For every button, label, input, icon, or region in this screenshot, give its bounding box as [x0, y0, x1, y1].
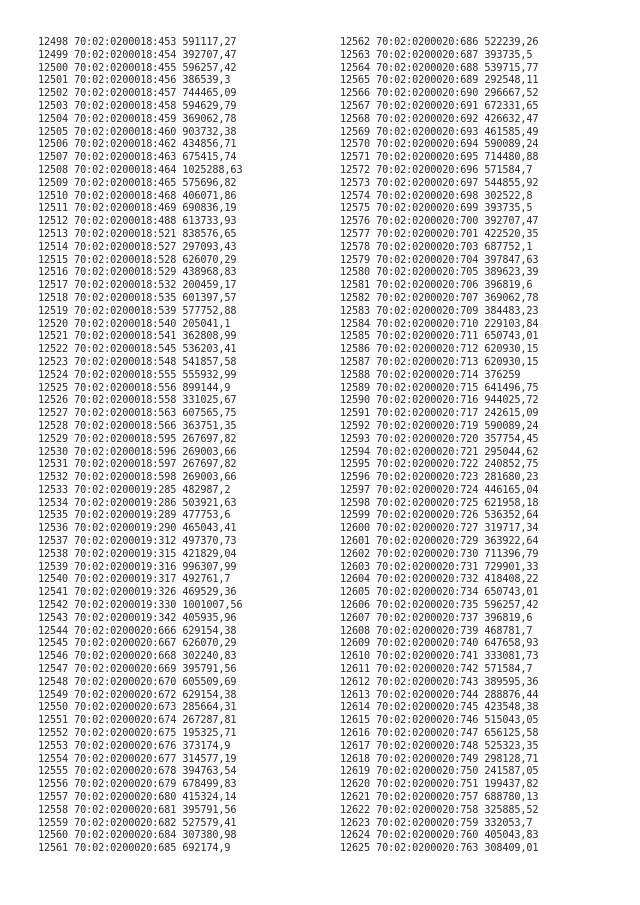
table-row: 12605 70:02:0200020:734 650743,01	[340, 587, 539, 599]
table-row: 12614 70:02:0200020:745 423548,38	[340, 702, 539, 714]
table-row: 12566 70:02:0200020:690 296667,52	[340, 88, 539, 100]
table-row: 12576 70:02:0200020:700 392707,47	[340, 216, 539, 228]
table-row: 12560 70:02:0200020:684 307380,98	[38, 830, 237, 842]
table-row: 12606 70:02:0200020:735 596257,42	[340, 600, 539, 612]
table-row: 12571 70:02:0200020:695 714480,88	[340, 152, 539, 164]
table-row: 12572 70:02:0200020:696 571584,7	[340, 164, 533, 176]
table-row: 12600 70:02:0200020:727 319717,34	[340, 523, 539, 535]
table-row: 12553 70:02:0200020:676 373174,9	[38, 740, 231, 752]
table-row: 12529 70:02:0200018:595 267697,82	[38, 433, 237, 445]
table-row: 12620 70:02:0200020:751 199437,82	[340, 779, 539, 791]
table-row: 12544 70:02:0200020:666 629154,38	[38, 625, 237, 637]
table-row: 12621 70:02:0200020:757 688780,13	[340, 792, 539, 804]
table-row: 12556 70:02:0200020:679 678499,83	[38, 779, 237, 791]
table-row: 12623 70:02:0200020:759 332053,7	[340, 817, 533, 829]
table-row: 12508 70:02:0200018:464 1025288,63	[38, 164, 243, 176]
table-row: 12543 70:02:0200019:342 405935,96	[38, 612, 237, 624]
table-row: 12598 70:02:0200020:725 621958,18	[340, 497, 539, 509]
table-row: 12500 70:02:0200018:455 596257,42	[38, 62, 237, 74]
table-row: 12596 70:02:0200020:723 281680,23	[340, 472, 539, 484]
table-row: 12573 70:02:0200020:697 544855,92	[340, 177, 539, 189]
table-row: 12554 70:02:0200020:677 314577,19	[38, 753, 237, 765]
table-row: 12579 70:02:0200020:704 397847,63	[340, 254, 539, 266]
table-row: 12561 70:02:0200020:685 692174,9	[38, 843, 231, 855]
table-row: 12528 70:02:0200018:566 363751,35	[38, 420, 237, 432]
table-row: 12611 70:02:0200020:742 571584,7	[340, 664, 533, 676]
table-row: 12622 70:02:0200020:758 325885,52	[340, 804, 539, 816]
table-row: 12559 70:02:0200020:682 527579,41	[38, 817, 237, 829]
table-row: 12563 70:02:0200020:687 393735,5	[340, 49, 533, 61]
table-row: 12545 70:02:0200020:667 626070,29	[38, 638, 237, 650]
table-row: 12555 70:02:0200020:678 394763,54	[38, 766, 237, 778]
table-row: 12562 70:02:0200020:686 522239,26	[340, 37, 539, 48]
table-row: 12588 70:02:0200020:714 376259	[340, 369, 521, 381]
table-row: 12547 70:02:0200020:669 395791,56	[38, 664, 237, 676]
table-row: 12589 70:02:0200020:715 641496,75	[340, 382, 539, 394]
table-row: 12518 70:02:0200018:535 601397,57	[38, 292, 237, 304]
table-row: 12504 70:02:0200018:459 369062,78	[38, 113, 237, 125]
table-row: 12519 70:02:0200018:539 577752,88	[38, 305, 237, 317]
table-row: 12592 70:02:0200020:719 590089,24	[340, 420, 539, 432]
table-row: 12540 70:02:0200019:317 492761,7	[38, 574, 231, 586]
table-row: 12565 70:02:0200020:689 292548,11	[340, 75, 539, 87]
table-row: 12583 70:02:0200020:709 384483,23	[340, 305, 539, 317]
table-row: 12507 70:02:0200018:463 675415,74	[38, 152, 237, 164]
table-row: 12542 70:02:0200019:330 1001007,56	[38, 600, 243, 612]
table-row: 12607 70:02:0200020:737 396819,6	[340, 612, 533, 624]
table-row: 12591 70:02:0200020:717 242615,09	[340, 408, 539, 420]
table-row: 12601 70:02:0200020:729 363922,64	[340, 536, 539, 548]
table-row: 12577 70:02:0200020:701 422520,35	[340, 228, 539, 240]
table-row: 12536 70:02:0200019:290 465043,41	[38, 523, 237, 535]
table-row: 12602 70:02:0200020:730 711396,79	[340, 548, 539, 560]
table-row: 12597 70:02:0200020:724 446165,04	[340, 484, 539, 496]
table-row: 12548 70:02:0200020:670 605509,69	[38, 676, 237, 688]
table-row: 12538 70:02:0200019:315 421829,04	[38, 548, 237, 560]
table-row: 12516 70:02:0200018:529 438968,83	[38, 267, 237, 279]
table-row: 12575 70:02:0200020:699 393735,5	[340, 203, 533, 215]
table-row: 12625 70:02:0200020:763 308409,01	[340, 843, 539, 855]
table-row: 12557 70:02:0200020:680 415324,14	[38, 792, 237, 804]
table-row: 12551 70:02:0200020:674 267287,81	[38, 715, 237, 727]
table-row: 12612 70:02:0200020:743 389595,36	[340, 676, 539, 688]
table-row: 12624 70:02:0200020:760 405043,83	[340, 830, 539, 842]
table-row: 12617 70:02:0200020:748 525323,35	[340, 740, 539, 752]
table-row: 12618 70:02:0200020:749 298128,71	[340, 753, 539, 765]
table-row: 12510 70:02:0200018:468 406071,86	[38, 190, 237, 202]
table-row: 12619 70:02:0200020:750 241587,05	[340, 766, 539, 778]
table-row: 12608 70:02:0200020:739 468781,7	[340, 625, 533, 637]
table-row: 12578 70:02:0200020:703 687752,1	[340, 241, 533, 253]
table-row: 12539 70:02:0200019:316 996307,99	[38, 561, 237, 573]
table-row: 12512 70:02:0200018:488 613733,93	[38, 216, 237, 228]
table-row: 12537 70:02:0200019:312 497370,73	[38, 536, 237, 548]
table-row: 12509 70:02:0200018:465 575696,82	[38, 177, 237, 189]
table-row: 12534 70:02:0200019:286 503921,63	[38, 497, 237, 509]
table-row: 12569 70:02:0200020:693 461585,49	[340, 126, 539, 138]
table-row: 12586 70:02:0200020:712 620930,15	[340, 344, 539, 356]
table-row: 12549 70:02:0200020:672 629154,38	[38, 689, 237, 701]
table-row: 12525 70:02:0200018:556 899144,9	[38, 382, 231, 394]
table-row: 12502 70:02:0200018:457 744465,09	[38, 88, 237, 100]
table-row: 12541 70:02:0200019:326 469529,36	[38, 587, 237, 599]
table-row: 12530 70:02:0200018:596 269003,66	[38, 446, 237, 458]
table-row: 12584 70:02:0200020:710 229103,84	[340, 318, 539, 330]
table-row: 12506 70:02:0200018:462 434856,71	[38, 139, 237, 151]
table-row: 12535 70:02:0200019:289 477753,6	[38, 510, 231, 522]
table-row: 12515 70:02:0200018:528 626070,29	[38, 254, 237, 266]
table-row: 12521 70:02:0200018:541 362808,99	[38, 331, 237, 343]
table-row: 12522 70:02:0200018:545 536203,41	[38, 344, 237, 356]
table-row: 12615 70:02:0200020:746 515043,05	[340, 715, 539, 727]
table-row: 12590 70:02:0200020:716 944025,72	[340, 395, 539, 407]
table-row: 12585 70:02:0200020:711 650743,01	[340, 331, 539, 343]
table-row: 12520 70:02:0200018:540 205041,1	[38, 318, 231, 330]
table-row: 12610 70:02:0200020:741 333081,73	[340, 651, 539, 663]
table-row: 12580 70:02:0200020:705 389623,39	[340, 267, 539, 279]
table-row: 12531 70:02:0200018:597 267697,82	[38, 459, 237, 471]
table-row: 12595 70:02:0200020:722 240852,75	[340, 459, 539, 471]
table-row: 12594 70:02:0200020:721 295044,62	[340, 446, 539, 458]
table-row: 12613 70:02:0200020:744 288876,44	[340, 689, 539, 701]
table-row: 12513 70:02:0200018:521 838576,65	[38, 228, 237, 240]
table-row: 12503 70:02:0200018:458 594629,79	[38, 100, 237, 112]
table-row: 12498 70:02:0200018:453 591117,27	[38, 37, 237, 48]
table-row: 12609 70:02:0200020:740 647658,93	[340, 638, 539, 650]
table-row: 12526 70:02:0200018:558 331025,67	[38, 395, 237, 407]
right-column	[340, 37, 538, 856]
table-row: 12570 70:02:0200020:694 590089,24	[340, 139, 539, 151]
table-row: 12552 70:02:0200020:675 195325,71	[38, 728, 237, 740]
table-row: 12604 70:02:0200020:732 418408,22	[340, 574, 539, 586]
table-row: 12567 70:02:0200020:691 672331,65	[340, 100, 539, 112]
table-row: 12599 70:02:0200020:726 536352,64	[340, 510, 539, 522]
table-row: 12546 70:02:0200020:668 302240,83	[38, 651, 237, 663]
table-row: 12603 70:02:0200020:731 729901,33	[340, 561, 539, 573]
table-row: 12564 70:02:0200020:688 539715,77	[340, 62, 539, 74]
table-row: 12532 70:02:0200018:598 269003,66	[38, 472, 237, 484]
table-row: 12501 70:02:0200018:456 386539,3	[38, 75, 231, 87]
table-row: 12523 70:02:0200018:548 541857,58	[38, 356, 237, 368]
table-row: 12514 70:02:0200018:527 297093,43	[38, 241, 237, 253]
table-row: 12499 70:02:0200018:454 392707,47	[38, 49, 237, 61]
table-row: 12581 70:02:0200020:706 396819,6	[340, 280, 533, 292]
table-row: 12511 70:02:0200018:469 690836,19	[38, 203, 237, 215]
table-row: 12616 70:02:0200020:747 656125,58	[340, 728, 539, 740]
table-row: 12593 70:02:0200020:720 357754,45	[340, 433, 539, 445]
table-row: 12550 70:02:0200020:673 285664,31	[38, 702, 237, 714]
table-row: 12574 70:02:0200020:698 302522,8	[340, 190, 533, 202]
table-row: 12558 70:02:0200020:681 395791,56	[38, 804, 237, 816]
table-row: 12505 70:02:0200018:460 903732,38	[38, 126, 237, 138]
table-row: 12582 70:02:0200020:707 369062,78	[340, 292, 539, 304]
left-column	[38, 37, 242, 856]
table-row: 12527 70:02:0200018:563 607565,75	[38, 408, 237, 420]
table-row: 12587 70:02:0200020:713 620930,15	[340, 356, 539, 368]
table-row: 12533 70:02:0200019:285 482987,2	[38, 484, 231, 496]
table-row: 12568 70:02:0200020:692 426632,47	[340, 113, 539, 125]
table-row: 12517 70:02:0200018:532 200459,17	[38, 280, 237, 292]
table-row: 12524 70:02:0200018:555 555932,99	[38, 369, 237, 381]
